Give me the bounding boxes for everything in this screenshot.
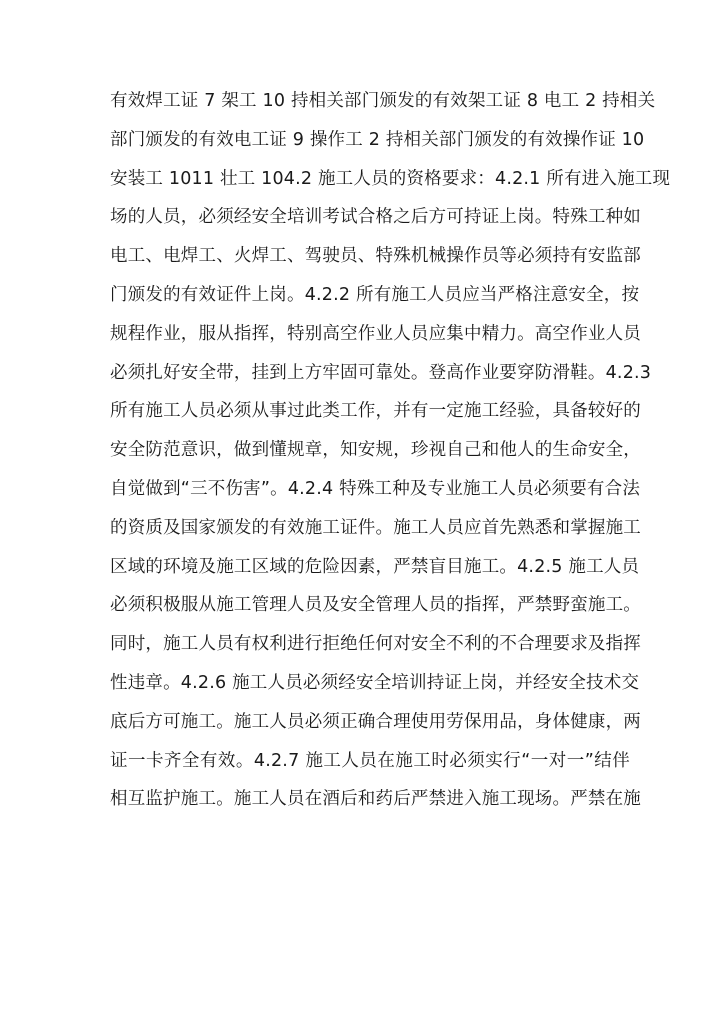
body-text	[110, 82, 671, 819]
text-line: 底后方可施工。施工人员必须正确合理使用劳保用品，身体健康，两	[110, 711, 641, 732]
text-line: 规程作业，服从指挥，特别高空作业人员应集中精力。高空作业人员	[110, 323, 641, 344]
text-line: 证一卡齐全有效。4.2.7 施工人员在施工时必须实行“一对一”结伴	[110, 750, 630, 771]
text-line: 有效焊工证 7 架工 10 持相关部门颁发的有效架工证 8 电工 2 持相关	[110, 91, 656, 111]
text-line: 部门颁发的有效电工证 9 操作工 2 持相关部门颁发的有效操作证 10	[110, 129, 645, 150]
text-line: 电工、电焊工、火焊工、驾驶员、特殊机械操作员等必须持有安监部	[110, 246, 641, 267]
text-line: 相互监护施工。施工人员在酒后和药后严禁进入施工现场。严禁在施	[110, 789, 641, 810]
text-line: 区域的环境及施工区域的危险因素，严禁盲目施工。4.2.5 施工人员	[110, 556, 640, 577]
text-line: 性违章。4.2.6 施工人员必须经安全培训持证上岗，并经安全技术交	[110, 672, 640, 693]
text-line: 必须积极服从施工管理人员及安全管理人员的指挥，严禁野蛮施工。	[110, 595, 641, 616]
text-line: 安装工 1011 壮工 104.2 施工人员的资格要求：4.2.1 所有进入施工现	[110, 168, 671, 189]
text-line: 所有施工人员必须从事过此类工作，并有一定施工经验，具备较好的	[110, 401, 641, 422]
text-line: 必须扎好安全带，挂到上方牢固可靠处。登高作业要穿防滑鞋。4.2.3	[110, 362, 652, 383]
text-line: 的资质及国家颁发的有效施工证件。施工人员应首先熟悉和掌握施工	[110, 517, 641, 538]
text-line: 安全防范意识，做到懂规章，知安规，珍视自己和他人的生命安全，	[110, 440, 641, 461]
text-line: 门颁发的有效证件上岗。4.2.2 所有施工人员应当严格注意安全，按	[110, 284, 640, 305]
text-line: 场的人员，必须经安全培训考试合格之后方可持证上岗。特殊工种如	[110, 207, 641, 228]
text-line: 自觉做到“三不伤害”。4.2.4 特殊工种及专业施工人员必须要有合法	[110, 478, 641, 499]
text-line: 同时，施工人员有权利进行拒绝任何对安全不利的不合理要求及指挥	[110, 634, 641, 655]
